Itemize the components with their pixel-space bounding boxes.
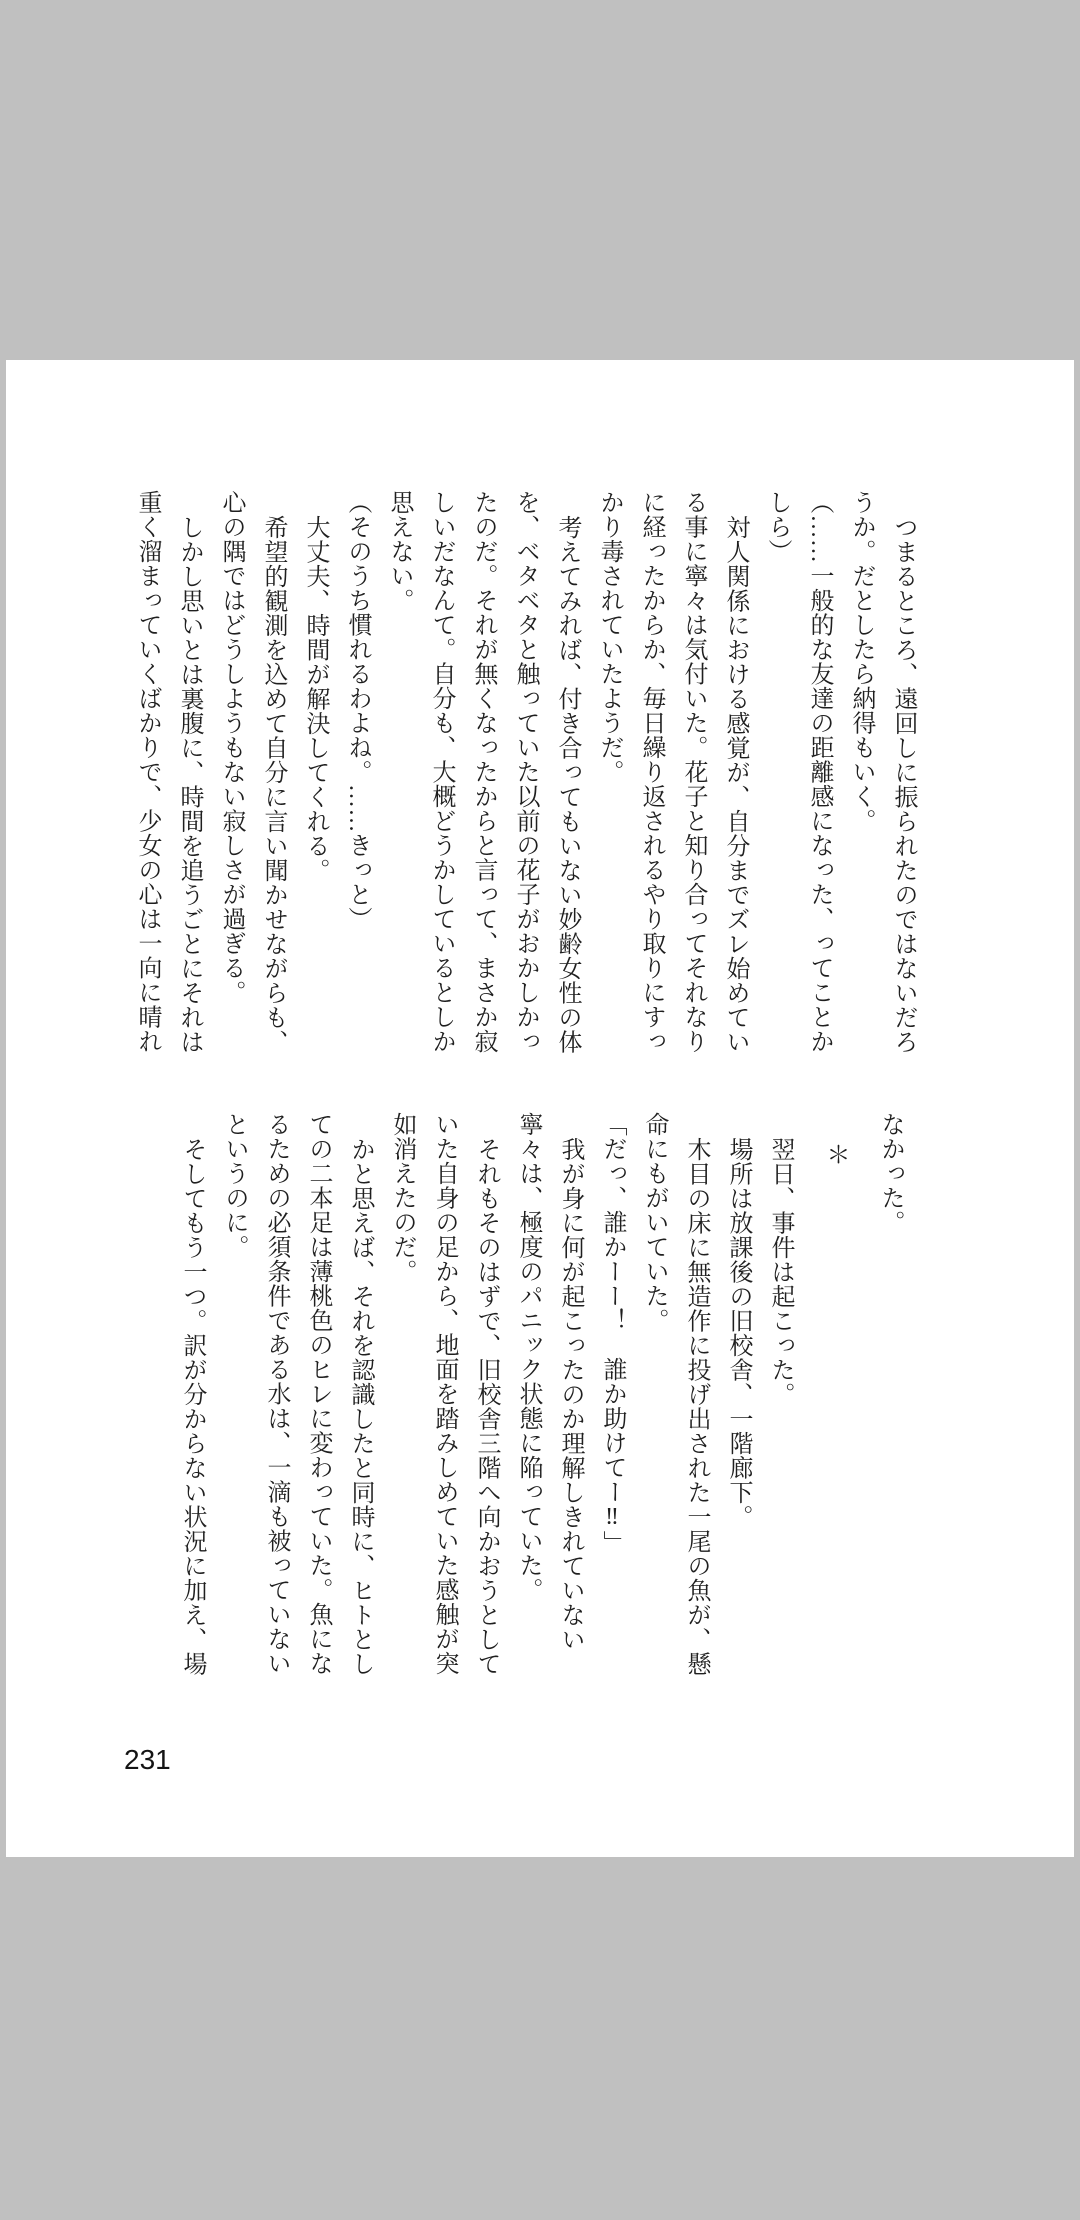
text-line: いた自身の足から、地面を踏みしめていた感触が突 bbox=[431, 1112, 457, 1676]
text-line: 希望的観測を込めて自分に言い聞かせながらも、 bbox=[260, 515, 286, 1054]
page-number: 231 bbox=[124, 1744, 171, 1775]
text-line: 対人関係における感覚が、自分までズレ始めてい bbox=[722, 515, 748, 1054]
text-line: 我が身に何が起こったのか理解しきれていない bbox=[557, 1137, 583, 1652]
text-line: かり毒されていたようだ。 bbox=[596, 490, 622, 784]
text-line: 命にもがいていた。 bbox=[641, 1112, 667, 1333]
text-line: 如消えたのだ。 bbox=[389, 1112, 415, 1284]
text-line: （……一般的な友達の距離感になった、ってことか bbox=[806, 490, 832, 1054]
text-line: 重く溜まっていくばかりで、少女の心は一向に晴れ bbox=[134, 490, 160, 1054]
text-line: なかった。 bbox=[877, 1112, 903, 1235]
text-line: うか。だとしたら納得もいく。 bbox=[848, 490, 874, 833]
book-page[interactable] bbox=[6, 360, 1074, 1857]
text-line: つまるところ、遠回しに振られたのではないだろ bbox=[890, 515, 916, 1054]
text-line: る事に寧々は気付いた。花子と知り合ってそれなり bbox=[680, 490, 706, 1054]
text-line: 寧々は、極度のパニック状態に陥っていた。 bbox=[515, 1112, 541, 1602]
text-line: に経ったからか、毎日繰り返されるやり取りにすっ bbox=[638, 490, 664, 1054]
text-line: （そのうち慣れるわよね。……きっと） bbox=[344, 490, 370, 931]
text-line: それもそのはずで、旧校舎三階へ向かおうとして bbox=[473, 1137, 499, 1676]
text-line: を、ベタベタと触っていた以前の花子がおかしかっ bbox=[512, 490, 538, 1054]
text-line: 大丈夫、時間が解決してくれる。 bbox=[302, 515, 328, 883]
text-line: そしてもう一つ。訳が分からない状況に加え、場 bbox=[179, 1137, 205, 1676]
text-line: 場所は放課後の旧校舎、一階廊下。 bbox=[725, 1137, 751, 1529]
text-line: たのだ。それが無くなったからと言って、まさか寂 bbox=[470, 490, 496, 1054]
text-line: しら） bbox=[764, 490, 790, 564]
section-separator: ＊ bbox=[822, 1142, 848, 1167]
text-line: 考えてみれば、付き合ってもいない妙齢女性の体 bbox=[554, 515, 580, 1054]
text-line: 心の隅ではどうしようもない寂しさが過ぎる。 bbox=[218, 490, 244, 1005]
text-line: ての二本足は薄桃色のヒレに変わっていた。魚にな bbox=[305, 1112, 331, 1676]
text-line: 思えない。 bbox=[386, 490, 412, 613]
text-line: るための必須条件である水は、一滴も被っていない bbox=[263, 1112, 289, 1676]
text-line: しかし思いとは裏腹に、時間を追うごとにそれは bbox=[176, 515, 202, 1054]
text-line: 木目の床に無造作に投げ出された一尾の魚が、懸 bbox=[683, 1137, 709, 1676]
text-line: 翌日、事件は起こった。 bbox=[767, 1137, 793, 1407]
text-block-top bbox=[126, 490, 924, 1060]
text-line: というのに。 bbox=[221, 1112, 247, 1259]
text-block-bottom bbox=[171, 1112, 911, 1682]
text-line: しいだなんて。自分も、大概どうかしているとしか bbox=[428, 490, 454, 1054]
text-line: かと思えば、それを認識したと同時に、ヒトとし bbox=[347, 1137, 373, 1676]
text-line: 「だっ、誰かーー！ 誰か助けてー‼」 bbox=[599, 1112, 625, 1555]
